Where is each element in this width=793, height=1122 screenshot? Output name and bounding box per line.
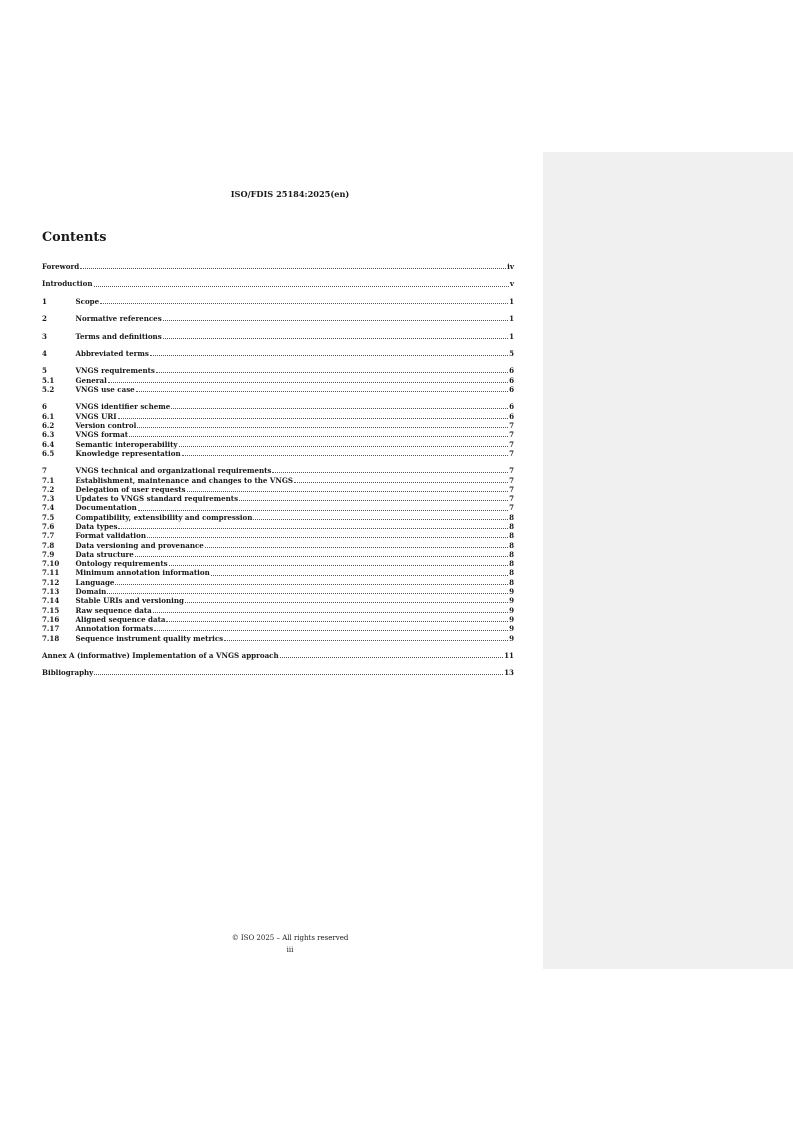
toc-entry-title: Normative references: [75, 314, 162, 324]
toc-entry[interactable]: [42, 541, 514, 550]
toc-entry-number: 3: [42, 331, 47, 341]
toc-entry[interactable]: [42, 531, 514, 540]
toc-entry-title: Documentation: [75, 503, 137, 513]
toc-dot-leader: [135, 556, 508, 557]
toc-entry-number: 7.18: [42, 633, 60, 643]
toc-entry-number: 7.15: [42, 605, 60, 615]
toc-entry-number: 7.17: [42, 624, 60, 634]
toc-dot-leader: [253, 519, 508, 520]
toc-entry-number: 6.5: [42, 448, 55, 458]
toc-entry[interactable]: [42, 449, 514, 458]
toc-entry-number: 2: [42, 314, 47, 324]
copyright-notice: © ISO 2025 – All rights reserved: [231, 934, 349, 942]
toc-entry-page: 7: [509, 475, 514, 485]
toc-entry-number: 5.1: [42, 375, 55, 385]
toc-entry-number: 7.4: [42, 503, 55, 513]
toc-entry[interactable]: [42, 376, 514, 385]
toc-entry-title: General: [75, 375, 107, 385]
toc-entry[interactable]: [42, 668, 514, 677]
toc-entry-number: 7.9: [42, 549, 55, 559]
toc-entry-number: 7.13: [42, 587, 60, 597]
toc-entry-page: 7: [509, 494, 514, 504]
toc-entry[interactable]: [42, 513, 514, 522]
toc-entry-page: 8: [509, 577, 514, 587]
toc-entry-title: VNGS technical and organizational requirements: [75, 466, 272, 476]
toc-entry-number: 7.6: [42, 521, 55, 531]
toc-dot-leader: [163, 320, 508, 321]
toc-entry-title: Terms and definitions: [75, 331, 162, 341]
toc-dot-leader: [272, 472, 508, 473]
toc-entry-number: 7.7: [42, 531, 55, 541]
toc-entry-title: Establishment, maintenance and changes to the VNGS: [75, 475, 294, 485]
toc-entry-title: Raw sequence data: [75, 605, 152, 615]
toc-dot-leader: [179, 446, 509, 447]
toc-dot-leader: [137, 427, 508, 428]
toc-entry-title: Data types: [75, 521, 118, 531]
toc-entry-number: 7.8: [42, 540, 55, 550]
toc-entry-title: Compatibility, extensibility and compression: [75, 512, 253, 522]
toc-dot-leader: [294, 482, 508, 483]
toc-entry-number: 5.2: [42, 384, 55, 394]
toc-entry[interactable]: [42, 596, 514, 605]
toc-entry-title: Language: [75, 577, 115, 587]
toc-entry-number: 7.1: [42, 475, 55, 485]
toc-entry-page: 6: [509, 402, 514, 412]
document-header: ISO/FDIS 25184:2025(en): [230, 189, 350, 199]
toc-dot-leader: [205, 547, 508, 548]
toc-entry-title: Abbreviated terms: [75, 348, 149, 358]
toc-entry-number: 7.14: [42, 596, 60, 606]
toc-entry[interactable]: [42, 412, 514, 421]
page-footer: [0, 932, 580, 956]
toc-entry-number: 6.1: [42, 411, 55, 421]
toc-entry-page: 8: [509, 521, 514, 531]
toc-entry[interactable]: [42, 578, 514, 587]
toc-entry-number: 6.3: [42, 430, 55, 440]
toc-entry-title: Introduction: [42, 279, 93, 289]
toc-entry[interactable]: [42, 366, 514, 375]
toc-entry[interactable]: [42, 494, 514, 503]
toc-entry[interactable]: [42, 485, 514, 494]
toc-entry-title: Bibliography: [42, 668, 94, 678]
toc-entry[interactable]: [42, 634, 514, 643]
toc-entry-page: 7: [509, 503, 514, 513]
toc-entry-title: Semantic interoperability: [75, 439, 178, 449]
toc-entry-page: 5: [509, 348, 514, 358]
toc-dot-leader: [115, 584, 508, 585]
toc-entry[interactable]: [42, 550, 514, 559]
toc-entry-page: 9: [509, 614, 514, 624]
toc-entry-title: Data versioning and provenance: [75, 540, 204, 550]
toc-entry[interactable]: [42, 503, 514, 512]
toc-dot-leader: [239, 500, 508, 501]
toc-entry-page: 6: [509, 411, 514, 421]
toc-entry-number: 1: [42, 296, 47, 306]
toc-entry-page: 7: [509, 466, 514, 476]
toc-dot-leader: [171, 408, 508, 409]
toc-entry-page: 7: [509, 439, 514, 449]
toc-dot-leader: [153, 612, 508, 613]
toc-entry-number: 6.4: [42, 439, 55, 449]
toc-entry-title: VNGS requirements: [75, 366, 155, 376]
toc-entry[interactable]: [42, 476, 514, 485]
toc-entry[interactable]: [42, 297, 514, 306]
toc-entry-title: Stable URIs and versioning: [75, 596, 184, 606]
toc-entry-number: 7.2: [42, 484, 55, 494]
toc-entry-title: Annex A (informative) Implementation of a VNGS approach: [42, 650, 279, 660]
toc-dot-leader: [100, 303, 508, 304]
toc-entry-title: Domain: [75, 587, 107, 597]
toc-entry-title: Ontology requirements: [75, 559, 168, 569]
toc-entry[interactable]: [42, 430, 514, 439]
toc-dot-leader: [166, 621, 508, 622]
toc-entry-title: VNGS format: [75, 430, 129, 440]
toc-entry-title: Version control: [75, 420, 137, 430]
table-of-contents: [42, 262, 514, 678]
toc-dot-leader: [118, 418, 509, 419]
toc-entry[interactable]: [42, 606, 514, 615]
toc-dot-leader: [129, 436, 508, 437]
toc-entry-title: VNGS identifier scheme: [75, 402, 171, 412]
toc-dot-leader: [163, 338, 508, 339]
toc-entry-number: 4: [42, 348, 47, 358]
toc-entry-title: Aligned sequence data: [75, 614, 166, 624]
toc-entry-title: VNGS URI: [75, 411, 117, 421]
toc-entry-title: Updates to VNGS standard requirements: [75, 494, 239, 504]
toc-entry-page: 13: [504, 668, 514, 678]
toc-dot-leader: [138, 510, 508, 511]
toc-entry-page: 7: [509, 484, 514, 494]
toc-entry-page: 11: [504, 650, 514, 660]
contents-title: Contents: [42, 230, 107, 245]
toc-entry[interactable]: [42, 314, 514, 323]
toc-dot-leader: [185, 602, 508, 603]
toc-entry[interactable]: [42, 587, 514, 596]
toc-dot-leader: [147, 537, 508, 538]
toc-dot-leader: [118, 528, 508, 529]
toc-entry[interactable]: [42, 615, 514, 624]
toc-dot-leader: [136, 391, 508, 392]
toc-entry-number: 7.5: [42, 512, 55, 522]
toc-entry[interactable]: [42, 279, 514, 288]
toc-entry-title: Delegation of user requests: [75, 484, 186, 494]
toc-dot-leader: [150, 355, 508, 356]
toc-entry[interactable]: [42, 262, 514, 271]
toc-dot-leader: [94, 674, 503, 675]
toc-entry[interactable]: [42, 624, 514, 633]
toc-dot-leader: [94, 286, 509, 287]
toc-entry-number: 7: [42, 466, 47, 476]
toc-entry[interactable]: [42, 440, 514, 449]
toc-entry-page: 6: [509, 375, 514, 385]
toc-entry-title: Minimum annotation information: [75, 568, 210, 578]
toc-dot-leader: [224, 640, 508, 641]
toc-entry-page: 1: [509, 331, 514, 341]
toc-entry-title: Annotation formats: [75, 624, 154, 634]
toc-entry-title: Foreword: [42, 262, 80, 271]
toc-dot-leader: [80, 268, 506, 269]
toc-entry-page: 6: [509, 366, 514, 376]
toc-entry-page: 1: [509, 314, 514, 324]
toc-entry-page: 7: [509, 430, 514, 440]
page-number: iii: [286, 946, 294, 954]
toc-entry-title: Knowledge representation: [75, 448, 181, 458]
toc-entry[interactable]: [42, 466, 514, 475]
toc-entry-page: iv: [507, 262, 514, 271]
toc-entry-title: Sequence instrument quality metrics: [75, 633, 224, 643]
toc-entry-number: 7.12: [42, 577, 60, 587]
toc-entry-page: 8: [509, 549, 514, 559]
toc-entry-page: 8: [509, 512, 514, 522]
toc-entry-page: 8: [509, 568, 514, 578]
toc-entry-page: 9: [509, 596, 514, 606]
toc-entry-number: 5: [42, 366, 47, 376]
toc-dot-leader: [280, 657, 503, 658]
toc-entry-title: VNGS use case: [75, 384, 135, 394]
toc-entry[interactable]: [42, 421, 514, 430]
toc-entry-number: 7.10: [42, 559, 60, 569]
toc-dot-leader: [187, 491, 509, 492]
toc-dot-leader: [211, 575, 508, 576]
toc-dot-leader: [154, 630, 508, 631]
toc-entry-page: 6: [509, 384, 514, 394]
toc-dot-leader: [107, 593, 508, 594]
toc-entry[interactable]: [42, 349, 514, 358]
comment-pane: [543, 152, 793, 969]
toc-entry-page: 8: [509, 559, 514, 569]
toc-entry-title: Scope: [75, 296, 100, 306]
toc-dot-leader: [182, 455, 508, 456]
toc-entry-page: 8: [509, 531, 514, 541]
toc-entry[interactable]: [42, 522, 514, 531]
toc-entry-title: Data structure: [75, 549, 134, 559]
toc-entry-number: 7.11: [42, 568, 60, 578]
toc-entry-number: 7.16: [42, 614, 60, 624]
toc-entry-number: 6: [42, 402, 47, 412]
toc-entry-page: 9: [509, 624, 514, 634]
toc-entry-title: Format validation: [75, 531, 146, 541]
toc-entry[interactable]: [42, 568, 514, 577]
toc-entry-number: 7.3: [42, 494, 55, 504]
toc-entry-page: 1: [509, 296, 514, 306]
toc-entry[interactable]: [42, 402, 514, 411]
toc-dot-leader: [156, 372, 508, 373]
toc-entry-number: 6.2: [42, 420, 55, 430]
toc-entry[interactable]: [42, 385, 514, 394]
toc-entry-page: 9: [509, 605, 514, 615]
toc-entry-page: v: [509, 279, 514, 289]
toc-entry[interactable]: [42, 651, 514, 660]
toc-entry[interactable]: [42, 559, 514, 568]
toc-entry-page: 7: [509, 420, 514, 430]
toc-entry[interactable]: [42, 332, 514, 341]
toc-entry-page: 8: [509, 540, 514, 550]
toc-dot-leader: [169, 565, 508, 566]
toc-entry-page: 7: [509, 448, 514, 458]
toc-entry-page: 9: [509, 587, 514, 597]
toc-dot-leader: [108, 382, 508, 383]
toc-entry-page: 9: [509, 633, 514, 643]
